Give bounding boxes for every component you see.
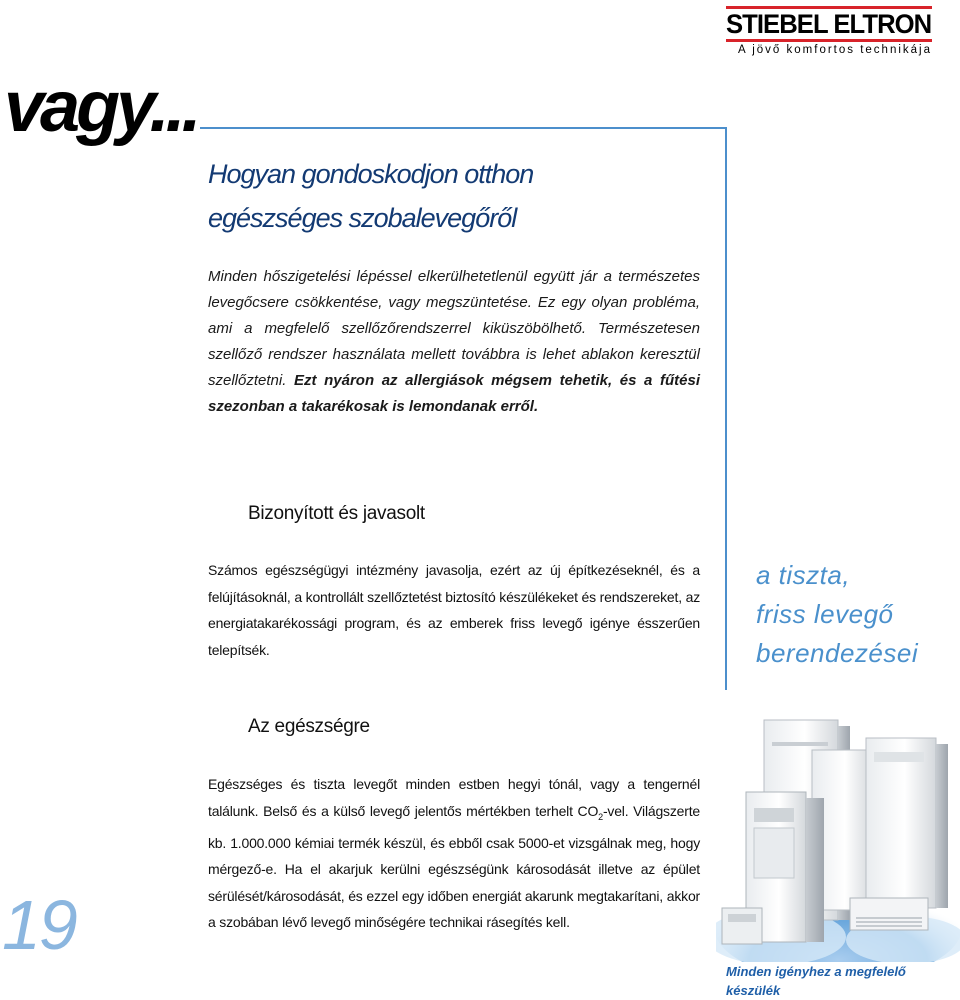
product-illustration <box>716 712 960 962</box>
logo-brand-name: STIEBEL ELTRON <box>726 9 932 39</box>
ventilation-unit-right <box>866 738 948 908</box>
wall-heater-unit <box>850 898 928 930</box>
section-heading-health: Az egészségre <box>248 716 370 737</box>
caption-line-1: Minden igényhez a megfelelő <box>726 964 906 979</box>
health-text-part-1: Egészséges és tiszta levegőt minden estben hegyi tónál, vagy a tengernél találunk. Belső és a külső levegő jelentős mértékben terhelt CO <box>208 776 700 819</box>
page-title-line-2: egészséges szobalevegőről <box>208 203 517 233</box>
small-control-unit <box>722 908 762 944</box>
section-heading-proven: Bizonyított és javasolt <box>248 503 425 524</box>
tagline-line-2: friss levegő <box>756 599 894 629</box>
section-paragraph-health <box>208 771 700 936</box>
frame-top-line <box>200 127 727 129</box>
frame-right-line <box>725 127 727 690</box>
page-number: 19 <box>2 886 76 964</box>
intro-text: Minden hőszigetelési lépéssel elkerülhetetlenül együtt jár a természetes levegőcsere csökkentése, vagy megszüntetése. Ez egy olyan probléma, ami a megfelelő szellőzőrendszerrel kiküszöbölhető. Természetesen szellőző rendszer használata mellett továbbra is lehet ablakon keresztül szellőztetni. <box>208 268 700 389</box>
page-title <box>208 152 708 240</box>
caption-line-2: készülék <box>726 983 781 998</box>
tagline <box>756 556 956 673</box>
page-title-line-1: Hogyan gondoskodjon otthon <box>208 159 534 189</box>
logo-bottom-bar <box>726 39 932 42</box>
subscript-2: 2 <box>598 811 603 822</box>
tagline-line-1: a tiszta, <box>756 560 851 590</box>
intro-text-bold: Ezt nyáron az allergiások mégsem tehetik, és a fűtési szezonban a takarékosak is lemondanak erről. <box>208 372 700 415</box>
brand-logo <box>726 6 932 56</box>
intro-paragraph <box>208 264 700 420</box>
tagline-line-3: berendezései <box>756 638 919 668</box>
health-text-part-2: -vel. Világszerte kb. 1.000.000 kémiai termék készül, és ebből csak 5000-et vizsgálnak meg, hogy mérgező-e. Ha el akarjuk kerülni egészségünk károsodását illetve az épület sérülését/károsodását, és ezzel egy időben energiát akarunk megtakarítani, akkor a szobában lévő levegő minőségére technikai rásegítés kell. <box>208 802 700 931</box>
image-caption <box>726 962 956 1000</box>
section-paragraph-proven: Számos egészségügyi intézmény javasolja, ezért az új építkezéseknél, és a felújításoknál, a kontrollált szellőztetést biztosító készülékeket és rendszereket, az energiatakarékossági program, és az emberek friss levegő igénye ésszerűen telepítsék. <box>208 562 700 658</box>
big-heading: vagy... <box>4 67 198 147</box>
logo-slogan: A jövő komfortos technikája <box>738 44 932 56</box>
